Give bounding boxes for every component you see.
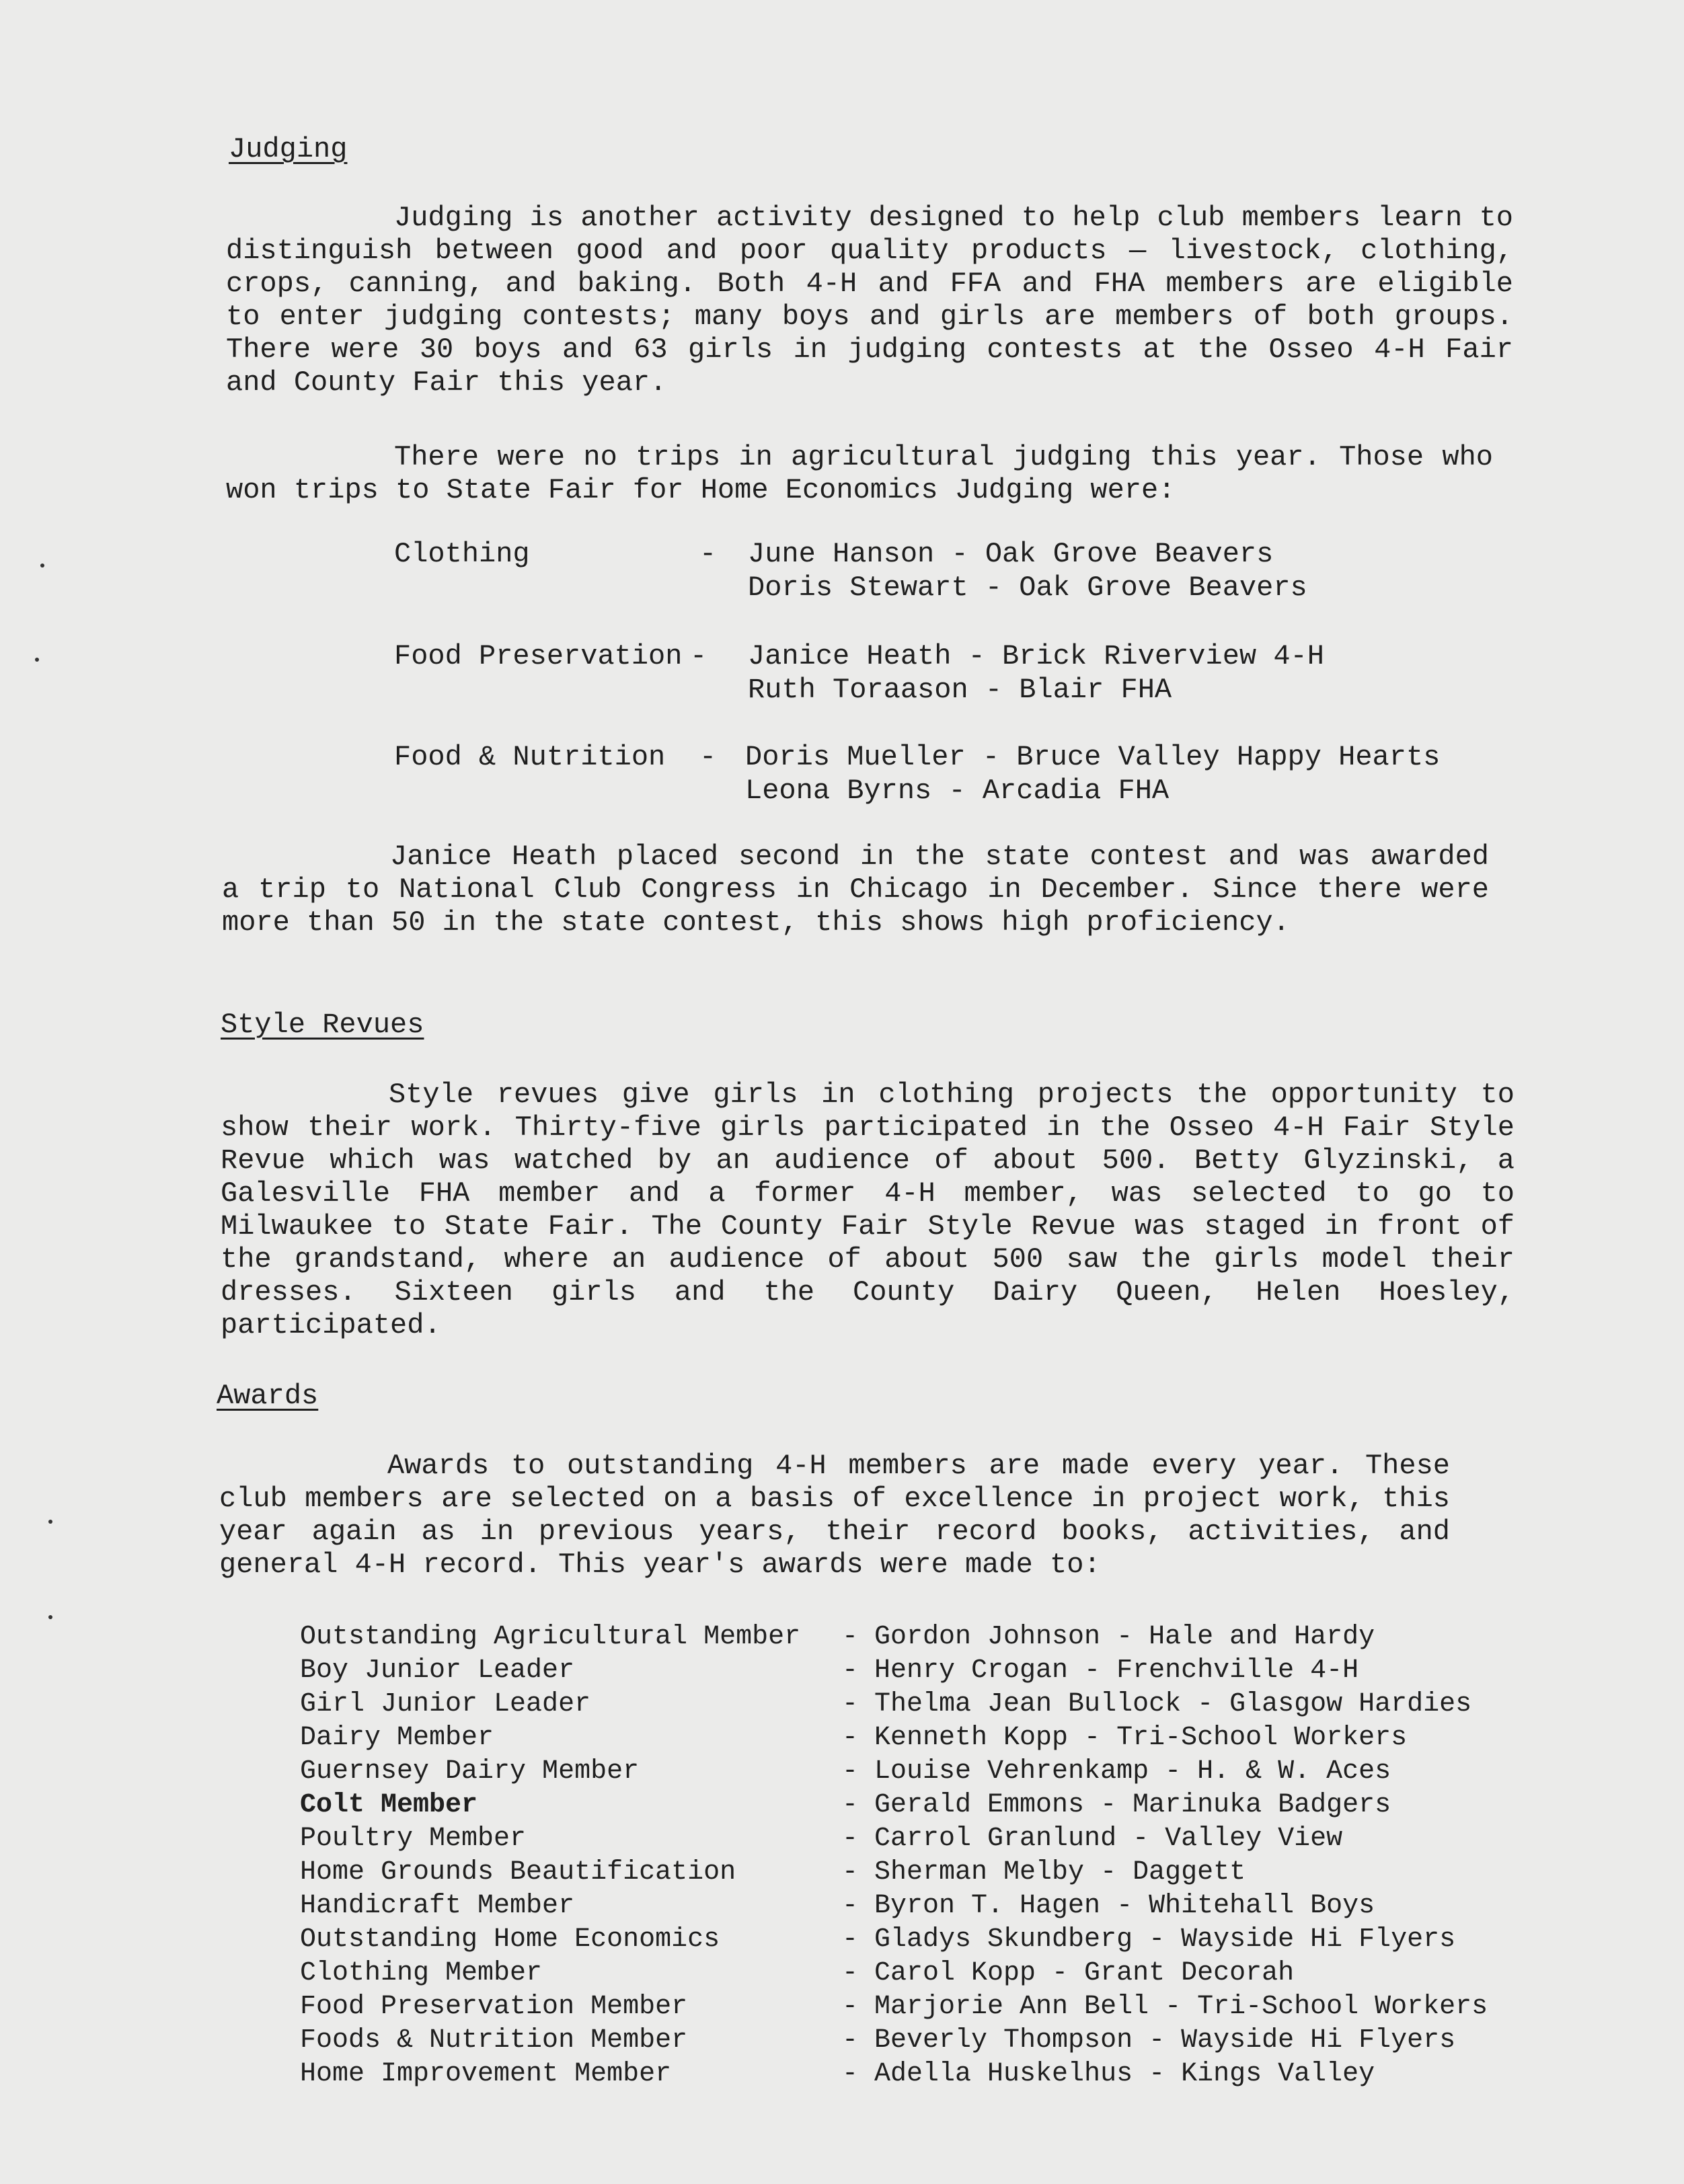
award-title: Colt Member — [300, 1790, 478, 1820]
winner-name: Doris Mueller - Bruce Valley Happy Hearts — [745, 741, 1441, 773]
award-recipient: - Sherman Melby - Daggett — [842, 1857, 1246, 1887]
award-recipient: - Kenneth Kopp - Tri-School Workers — [842, 1723, 1408, 1753]
judging-paragraph-3: Janice Heath placed second in the state contest and was awarded a trip to National Club Congress in Chicago in December. Since there were more than 50 in the state contest, this shows high proficiency. — [222, 841, 1489, 939]
award-recipient: - Beverly Thompson - Wayside Hi Flyers — [842, 2025, 1456, 2056]
award-recipient: - Gerald Emmons - Marinuka Badgers — [842, 1790, 1391, 1820]
awards-paragraph: Awards to outstanding 4-H members are made every year. These club members are selected on a basis of excellence in project work, this year again as in previous years, their record books, activities, and general 4-H record. This year's awards were made to: — [219, 1450, 1450, 1581]
award-recipient: - Adella Huskelhus - Kings Valley — [842, 2059, 1375, 2089]
award-title: Clothing Member — [300, 1958, 543, 1988]
judging-heading: Judging — [229, 133, 348, 165]
winner-name: Doris Stewart - Oak Grove Beavers — [748, 572, 1307, 604]
scan-speck — [35, 658, 39, 662]
award-title: Poultry Member — [300, 1824, 527, 1854]
winner-name: June Hanson - Oak Grove Beavers — [748, 538, 1274, 570]
award-recipient: - Byron T. Hagen - Whitehall Boys — [842, 1891, 1375, 1921]
award-recipient: - Henry Crogan - Frenchville 4-H — [842, 1655, 1359, 1686]
award-title: Handicraft Member — [300, 1891, 575, 1921]
award-recipient: - Gladys Skundberg - Wayside Hi Flyers — [842, 1924, 1456, 1955]
winner-name: Janice Heath - Brick Riverview 4-H — [748, 640, 1324, 672]
scan-speck — [48, 1520, 52, 1524]
award-title: Girl Junior Leader — [300, 1689, 591, 1719]
award-title: Guernsey Dairy Member — [300, 1756, 640, 1787]
winner-dash: - — [690, 640, 707, 672]
award-recipient: - Louise Vehrenkamp - H. & W. Aces — [842, 1756, 1391, 1787]
scan-speck — [48, 1615, 52, 1619]
award-recipient: - Carol Kopp - Grant Decorah — [842, 1958, 1295, 1988]
judging-paragraph-1: Judging is another activity designed to help club members learn to distinguish between good and poor quality products — livestock, clothing, crops, canning, and baking. Both 4-H and FFA and FHA members are eligible to enter judging contests; many boys and girls are members of both groups. There were 30 boys and 63 girls in judging contests at the Osseo 4-H Fair and County Fair this year. — [226, 202, 1513, 399]
judging-paragraph-2: There were no trips in agricultural judging this year. Those who won trips to State Fair for Home Economics Judging were: — [226, 441, 1493, 506]
winner-category: Clothing — [394, 538, 530, 570]
winner-category: Food & Nutrition — [394, 741, 666, 773]
award-recipient: - Gordon Johnson - Hale and Hardy — [842, 1622, 1375, 1652]
award-recipient: - Thelma Jean Bullock - Glasgow Hardies — [842, 1689, 1472, 1719]
award-title: Outstanding Home Economics — [300, 1924, 720, 1955]
style-revues-paragraph: Style revues give girls in clothing projects the opportunity to show their work. Thirty-five girls participated in the Osseo 4-H Fair Style Revue which was watched by an audience of about 500. Betty Glyzinski, a Galesville FHA member and a former 4-H member, was selected to go to Milwaukee to State Fair. The County Fair Style Revue was staged in front of the grandstand, where an audience of about 500 saw the girls model their dresses. Sixteen girls and the County Dairy Queen, Helen Hoesley, participated. — [221, 1079, 1515, 1341]
winner-name: Leona Byrns - Arcadia FHA — [745, 775, 1170, 807]
scan-speck — [40, 563, 44, 568]
winner-dash: - — [699, 538, 717, 570]
winner-category: Food Preservation — [394, 640, 683, 672]
winner-dash: - — [699, 741, 717, 773]
award-title: Outstanding Agricultural Member — [300, 1622, 801, 1652]
winner-name: Ruth Toraason - Blair FHA — [748, 674, 1172, 706]
award-title: Home Improvement Member — [300, 2059, 672, 2089]
award-title: Boy Junior Leader — [300, 1655, 575, 1686]
awards-heading: Awards — [217, 1380, 319, 1412]
award-title: Foods & Nutrition Member — [300, 2025, 688, 2056]
award-title: Home Grounds Beautification — [300, 1857, 736, 1887]
style-revues-heading: Style Revues — [221, 1009, 424, 1041]
award-recipient: - Marjorie Ann Bell - Tri-School Workers — [842, 1992, 1488, 2022]
award-title: Dairy Member — [300, 1723, 494, 1753]
award-title: Food Preservation Member — [300, 1992, 688, 2022]
award-recipient: - Carrol Granlund - Valley View — [842, 1824, 1343, 1854]
